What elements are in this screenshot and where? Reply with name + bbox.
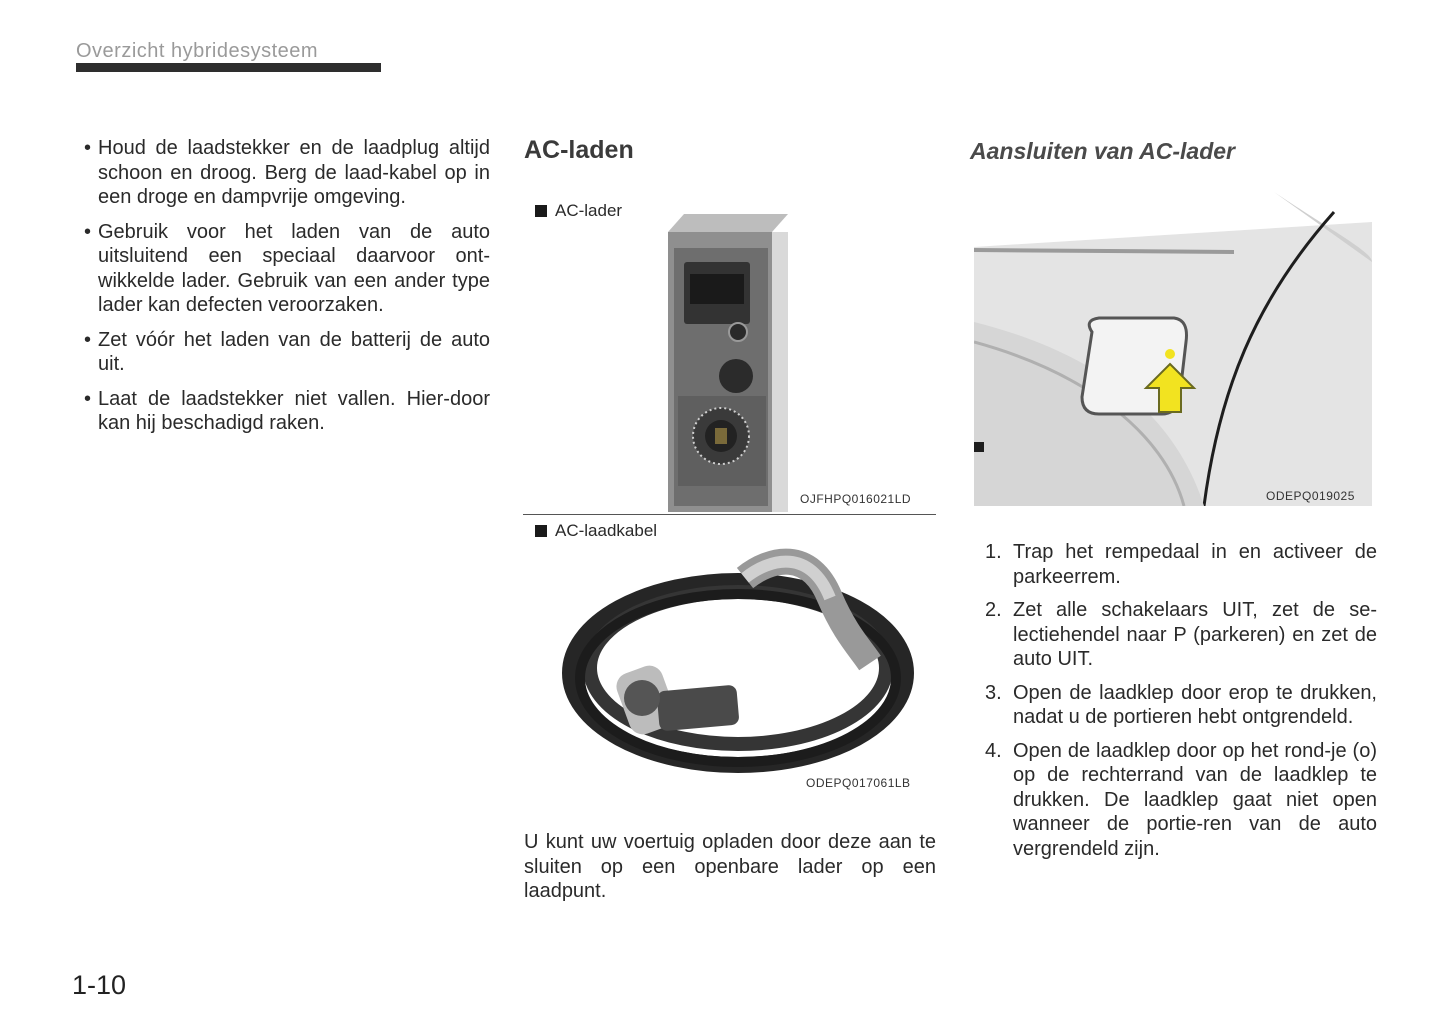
bullet-item [84,136,490,210]
bullet-dot: • [84,328,92,351]
section-title-bar [76,63,381,72]
caption-square-icon [535,525,547,537]
section-title: Overzicht hybridesysteem [76,40,319,62]
step-text: Trap het rempedaal in en activeer de parkeerrem. [1013,541,1377,588]
bullet-dot: • [84,220,92,243]
ac-charger-illustration [660,214,800,512]
bullet-text: Laat de laadstekker niet vallen. Hier-door kan hij beschadigd raken. [98,387,490,434]
step-number: 3. [985,681,1002,704]
step-text: Zet alle schakelaars UIT, zet de se-lectiehendel naar P (parkeren) en zet de auto UIT. [1013,599,1377,670]
caption-text: AC-lader [555,201,623,220]
warning-bullet-list [84,136,490,446]
step-number: 2. [985,599,1002,621]
page-number: 1-10 [72,970,127,1000]
step-number: 4. [985,739,1002,762]
step-item [985,681,1377,730]
bullet-dot: • [84,137,92,159]
bullet-text: Houd de laadstekker en de laadplug altijd schoon en droog. Berg de laad-kabel op in een droge en dampvrije omgeving. [98,137,490,208]
ac-charging-paragraph: U kunt uw voertuig opladen door deze aan te sluiten op een openbare lader op een laadpunt. [524,831,936,902]
bullet-item [84,220,490,318]
connection-steps-list [985,540,1377,870]
bullet-text: Zet vóór het laden van de batterij de auto uit. [98,328,490,375]
ac-charger-caption [535,201,622,221]
step-text: Open de laadklep door erop te drukken, nadat u de portieren hebt ontgrendeld. [1013,681,1377,728]
figure-code: OJFHPQ016021LD [800,492,912,506]
figure-divider [523,514,936,515]
step-item [985,540,1377,589]
caption-text: AC-laadkabel [555,521,658,540]
step-text: Open de laadklep door op het rond-je (o) op de rechterrand van de laadklep te drukken. De laadklep gaat niet open wanneer de portie-ren van de auto vergrendeld zijn. [1013,739,1377,860]
step-item [985,739,1377,862]
connect-charger-heading: Aansluiten van AC-lader [970,138,1235,164]
charging-flap-illustration [974,192,1372,506]
figure-code: ODEPQ017061LB [806,776,911,790]
caption-square-icon [535,205,547,217]
ac-charging-heading: AC-laden [524,136,634,164]
bullet-dot: • [84,387,92,410]
figure-code: ODEPQ019025 [1266,489,1355,503]
ac-cable-illustration [560,538,920,788]
step-number: 1. [985,541,1002,563]
bullet-item [84,328,490,377]
bullet-text: Gebruik voor het laden van de auto uitsluitend een speciaal daarvoor ont-wikkelde lader. Gebruik van een ander type lader kan defecten veroorzaken. [98,220,490,316]
step-item [985,598,1377,672]
bullet-item [84,387,490,436]
